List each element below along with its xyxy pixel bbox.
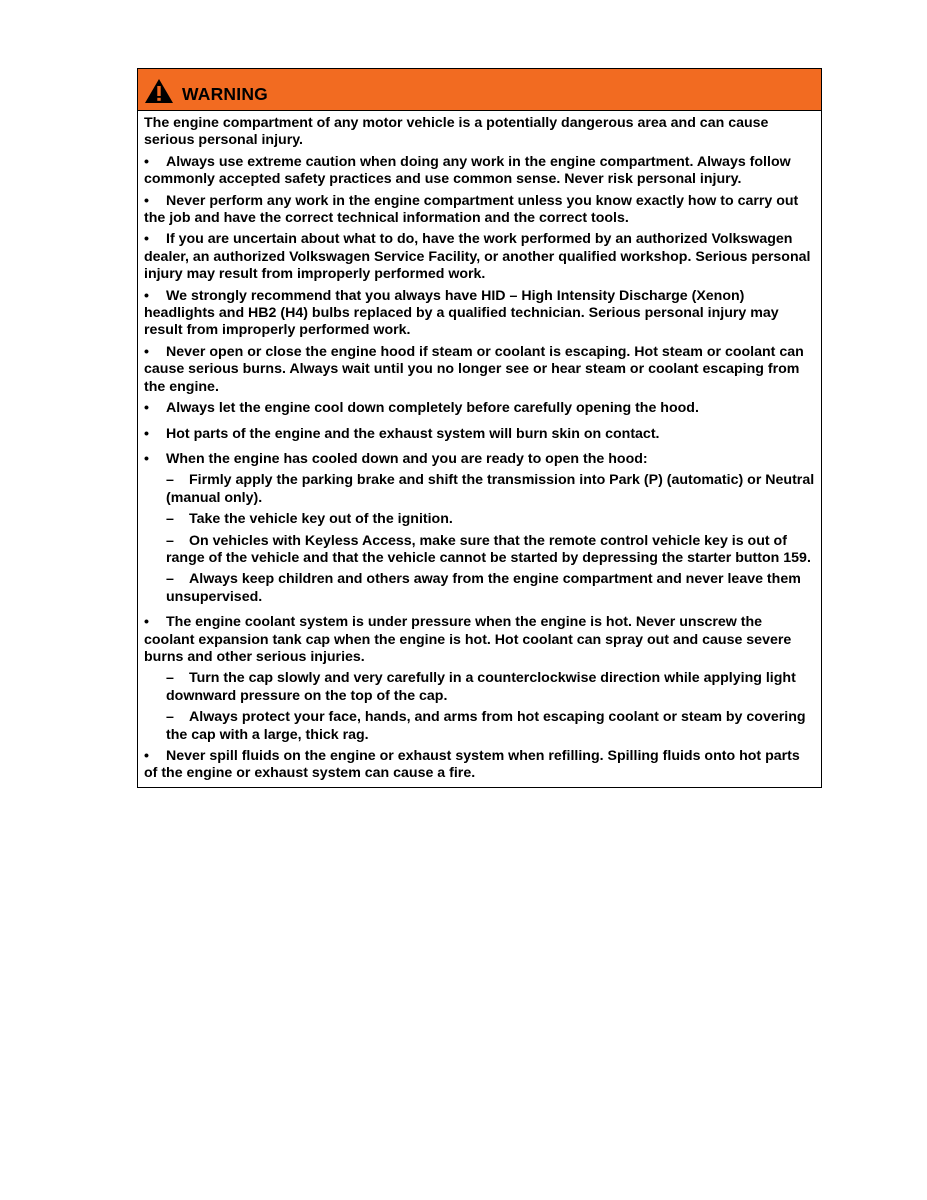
bullet-text: Never open or close the engine hood if steam or coolant is escaping. Hot steam or coolant can cause serious burns. Always wait until you no longer see or hear steam or coolant escaping from the engine. <box>144 343 804 395</box>
bullet-symbol: • <box>144 192 149 209</box>
dash-symbol: – <box>166 511 174 528</box>
bullet-symbol: • <box>144 343 149 360</box>
bullet-item <box>144 451 815 468</box>
bullet-symbol: • <box>144 450 149 467</box>
bullet-symbol: • <box>144 287 149 304</box>
bullet-item <box>144 288 815 340</box>
bullet-text: Always use extreme caution when doing any work in the engine compartment. Always follow commonly accepted safety practices and use common sense. Never risk personal injury. <box>144 153 791 188</box>
warning-box <box>137 68 822 788</box>
sub-step-text: Always protect your face, hands, and arms from hot escaping coolant or steam by covering the cap with a large, thick rag. <box>166 709 806 743</box>
warning-triangle-icon <box>144 78 174 104</box>
bullet-item <box>144 614 815 666</box>
sub-step-item <box>166 533 815 568</box>
sub-step-text: Take the vehicle key out of the ignition. <box>189 511 453 528</box>
bullet-item <box>144 154 815 189</box>
sub-step-item <box>166 472 815 507</box>
sub-step-text: Firmly apply the parking brake and shift the transmission into Park (P) (automatic) or Neutral (manual only). <box>166 472 815 506</box>
bullet-symbol: • <box>144 231 149 248</box>
bullet-text: The engine coolant system is under pressure when the engine is hot. Never unscrew the coolant expansion tank cap when the engine is hot. Hot coolant can spray out and cause severe burns and other serious injuries. <box>144 614 792 665</box>
bullet-item <box>144 193 815 228</box>
bullet-text: If you are uncertain about what to do, have the work performed by an authorized Volkswagen dealer, an authorized Volkswagen Service Facility, or another qualified workshop. Serious personal injury may result from improperly performed work. <box>144 231 811 283</box>
sub-step-text: Always keep children and others away from the engine compartment and never leave them unsupervised. <box>166 571 801 605</box>
warning-body <box>138 111 821 787</box>
bullet-text: Always let the engine cool down completely before carefully opening the hood. <box>166 400 699 417</box>
warning-title: WARNING <box>182 84 268 104</box>
bullet-text: When the engine has cooled down and you are ready to open the hood: <box>166 450 648 467</box>
dash-symbol: – <box>166 532 174 549</box>
bullet-text: Never perform any work in the engine compartment unless you know exactly how to carry out the job and have the correct technical information and the correct tools. <box>144 192 799 227</box>
bullet-text: We strongly recommend that you always have HID – High Intensity Discharge (Xenon) headlights and HB2 (H4) bulbs replaced by a qualified technician. Serious personal injury may result from improperly performed work. <box>144 287 779 339</box>
sub-step-item <box>166 571 815 606</box>
dash-symbol: – <box>166 670 174 687</box>
dash-symbol: – <box>166 472 174 489</box>
dash-symbol: – <box>166 709 174 726</box>
bullet-item <box>144 400 815 417</box>
sub-step-item <box>166 709 815 744</box>
warning-intro: The engine compartment of any motor vehicle is a potentially dangerous area and can cause serious personal injury. <box>144 115 769 149</box>
dash-symbol: – <box>166 571 174 588</box>
bullet-symbol: • <box>144 425 149 442</box>
bullet-item <box>144 748 815 783</box>
bullet-item <box>144 231 815 283</box>
sub-step-item <box>166 511 815 528</box>
bullet-symbol: • <box>144 748 149 764</box>
sub-step-item <box>166 670 815 705</box>
bullet-symbol: • <box>144 400 149 417</box>
bullet-symbol: • <box>144 614 149 631</box>
sub-step-text: Turn the cap slowly and very carefully in a counterclockwise direction while applying light downward pressure on the top of the cap. <box>166 670 796 704</box>
bullet-item <box>144 344 815 396</box>
warning-header <box>138 69 821 111</box>
bullet-text: Never spill fluids on the engine or exhaust system when refilling. Spilling fluids onto hot parts of the engine or exhaust system can cause a fire. <box>144 748 800 782</box>
bullet-text: Hot parts of the engine and the exhaust system will burn skin on contact. <box>166 425 660 442</box>
sub-step-text: On vehicles with Keyless Access, make sure that the remote control vehicle key is out of range of the vehicle and that the vehicle cannot be started by depressing the starter button 159. <box>166 532 811 566</box>
bullet-item <box>144 426 815 443</box>
bullet-symbol: • <box>144 153 149 170</box>
